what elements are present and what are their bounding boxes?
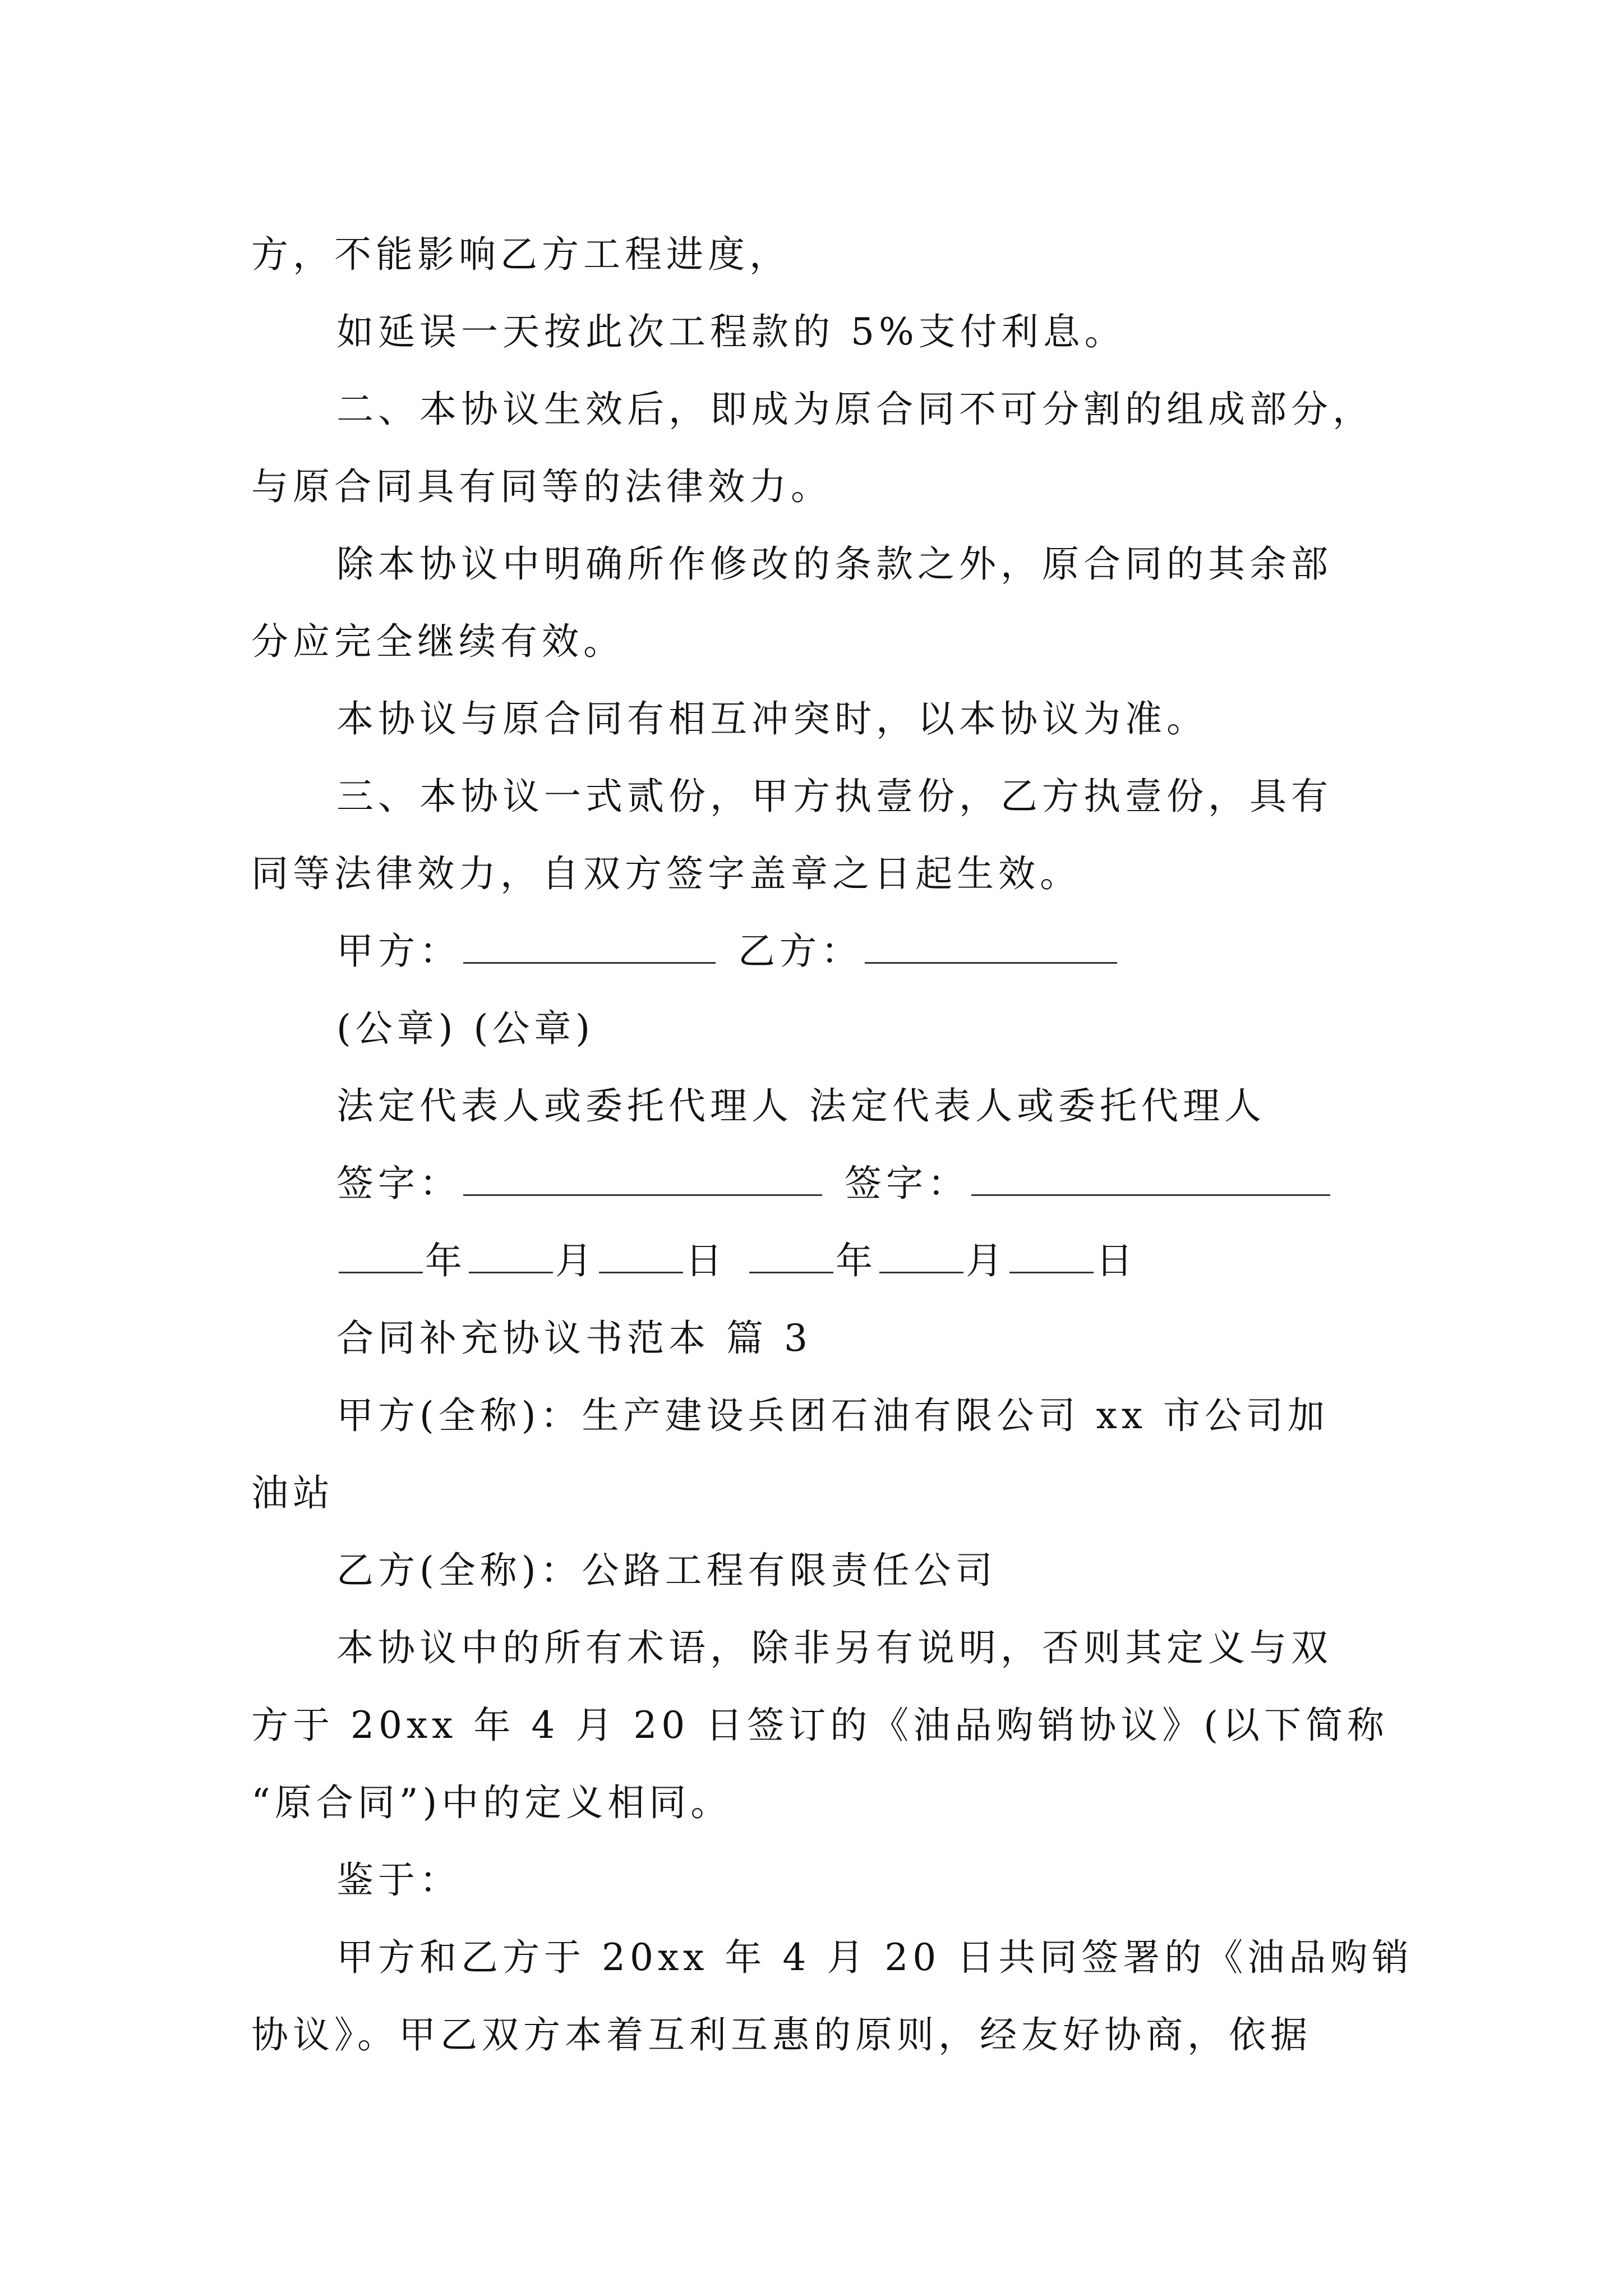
paragraph-line: 乙方(全称)：公路工程有限责任公司: [336, 1549, 997, 1592]
paragraph-line: 分应完全继续有效。: [251, 620, 625, 663]
seal-line: (公章) (公章): [336, 1007, 594, 1050]
year-label: 年: [836, 1239, 877, 1282]
paragraph-line: 二、本协议生效后，即成为原合同不可分割的组成部分，: [336, 388, 1374, 431]
paragraph-line: 与原合同具有同等的法律效力。: [251, 465, 832, 508]
year-label: 年: [425, 1239, 467, 1282]
day-label: 日: [685, 1239, 727, 1282]
paragraph-line: 鉴于：: [336, 1858, 461, 1902]
sign-line: [251, 1145, 1390, 1222]
paragraph-line: 协议》。甲乙双方本着互利互惠的原则，经友好协商，依据: [251, 2013, 1312, 2056]
sign-label-b: 签字：: [845, 1162, 969, 1205]
party-b-label: 乙方：: [738, 930, 863, 973]
paragraph-line: 本协议与原合同有相互冲突时，以本协议为准。: [336, 697, 1208, 740]
month-blank-b: [879, 1238, 963, 1273]
paragraph-line: 如延误一天按此次工程款的 5%支付利息。: [336, 310, 1126, 353]
paragraph-line: 方，不能影响乙方工程进度，: [251, 233, 791, 276]
paragraph-line: 甲方和乙方于 20xx 年 4 月 20 日共同签署的《油品购销: [336, 1936, 1414, 1979]
month-blank-a: [469, 1238, 553, 1273]
month-label: 月: [555, 1239, 597, 1282]
year-blank-a: [339, 1238, 423, 1273]
party-signature-line: [251, 913, 1390, 990]
day-label: 日: [1096, 1239, 1137, 1282]
paragraph-line: 除本协议中明确所作修改的条款之外，原合同的其余部: [336, 542, 1332, 586]
paragraph-line: 本协议中的所有术语，除非另有说明，否则其定义与双: [336, 1626, 1332, 1669]
sign-blank-a: [463, 1161, 822, 1196]
day-blank-a: [599, 1238, 683, 1273]
year-blank-b: [749, 1238, 833, 1273]
month-label: 月: [966, 1239, 1007, 1282]
paragraph-line: 油站: [251, 1471, 334, 1515]
sign-blank-b: [971, 1161, 1330, 1196]
party-a-label: 甲方：: [336, 930, 461, 973]
section-heading: 合同补充协议书范本 篇 3: [336, 1317, 812, 1360]
document-body: [251, 216, 1414, 2074]
party-a-blank: [463, 928, 716, 964]
paragraph-line: 三、本协议一式贰份，甲方执壹份，乙方执壹份，具有: [336, 775, 1332, 818]
party-b-blank: [865, 928, 1117, 964]
paragraph-line: 甲方(全称)：生产建设兵团石油有限公司 xx 市公司加: [336, 1394, 1329, 1437]
paragraph-line: 方于 20xx 年 4 月 20 日签订的《油品购销协议》(以下简称: [251, 1704, 1389, 1747]
sign-label-a: 签字：: [336, 1162, 461, 1205]
date-line: [251, 1222, 1390, 1300]
paragraph-line: 同等法律效力，自双方签字盖章之日起生效。: [251, 852, 1081, 895]
day-blank-b: [1009, 1238, 1094, 1273]
representative-line: 法定代表人或委托代理人 法定代表人或委托代理人: [336, 1084, 1266, 1128]
paragraph-line: “原合同”)中的定义相同。: [251, 1781, 732, 1824]
